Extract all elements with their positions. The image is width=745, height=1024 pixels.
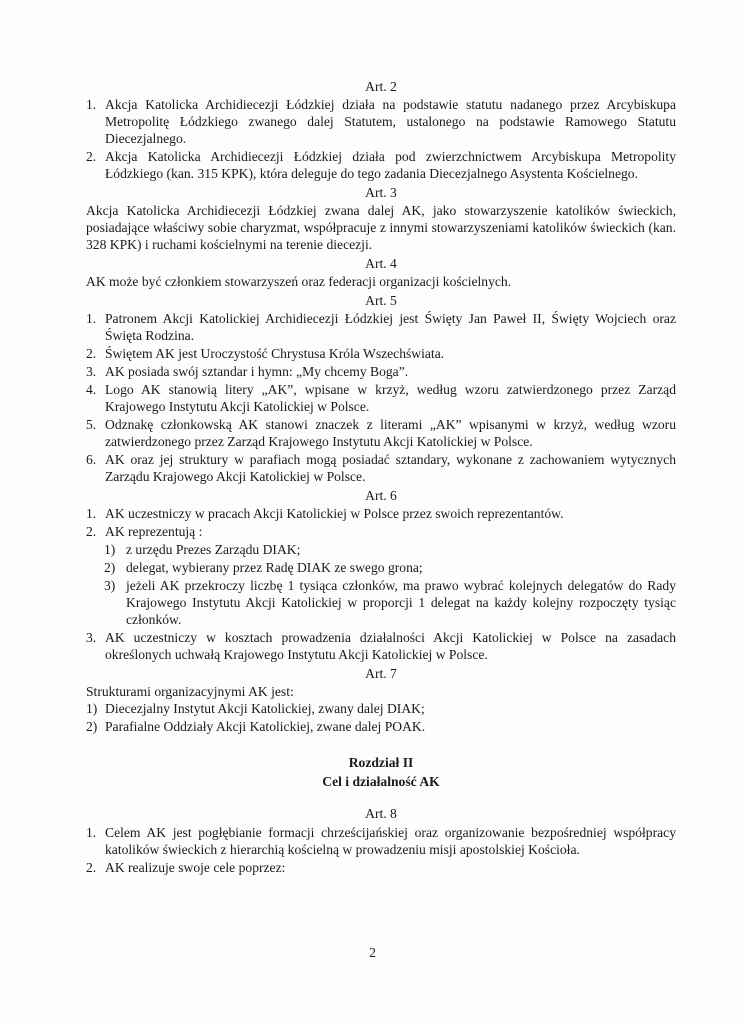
item-text: jeżeli AK przekroczy liczbę 1 tysiąca członków, ma prawo wybrać kolejnych delegatów do Rady Krajowego Instytutu Akcji Katolickiej w proporcji 1 delegat na każdy kolejny rozpoczęty tysiąc członków. [126, 578, 676, 627]
item-text: Świętem AK jest Uroczystość Chrystusa Króla Wszechświata. [105, 346, 445, 361]
sub-list-item [104, 577, 676, 628]
list-item [86, 824, 676, 858]
item-text: Diecezjalny Instytut Akcji Katolickiej, zwany dalej DIAK; [105, 701, 425, 716]
list-item [86, 629, 676, 663]
paragraph: AK może być członkiem stowarzyszeń oraz federacji organizacji kościelnych. [86, 274, 512, 289]
item-text: AK uczestniczy w pracach Akcji Katolickiej w Polsce przez swoich reprezentantów. [105, 506, 564, 521]
item-text: AK reprezentują : [105, 524, 203, 539]
item-number: 2. [86, 149, 97, 164]
article-heading: Art. 5 [365, 293, 397, 308]
list-item [86, 148, 676, 182]
list-item [86, 451, 676, 485]
item-text: AK uczestniczy w kosztach prowadzenia działalności Akcji Katolickiej w Polsce na zasadach określonych uchwałą Krajowego Instytutu Akcji Katolickiej w Polsce. [105, 630, 676, 662]
list-item [86, 381, 676, 415]
chapter-title: Cel i działalność AK [322, 774, 440, 789]
item-text: Patronem Akcji Katolickiej Archidiecezji Łódzkiej jest Święty Jan Paweł II, Święty Wojciech oraz Święta Rodzina. [105, 311, 676, 343]
article-heading: Art. 4 [365, 256, 397, 271]
item-text: Celem AK jest pogłębianie formacji chrześcijańskiej oraz organizowanie bezpośredniej współpracy katolików świeckich z hierarchią kościelną w prowadzeniu misji apostolskiej Kościoła. [105, 825, 676, 857]
item-number: 6. [86, 452, 97, 467]
item-number: 5. [86, 417, 97, 432]
article-heading: Art. 8 [365, 806, 397, 821]
list-item [86, 310, 676, 344]
item-number: 2. [86, 346, 97, 361]
document-body [86, 76, 676, 877]
page-number: 2 [369, 945, 376, 960]
item-number: 1. [86, 825, 97, 840]
item-number: 2) [104, 560, 116, 575]
article-heading: Art. 6 [365, 488, 397, 503]
article-heading: Art. 7 [365, 666, 397, 681]
item-text: delegat, wybierany przez Radę DIAK ze swego grona; [126, 560, 423, 575]
article-heading: Art. 3 [365, 185, 397, 200]
list-item [86, 363, 676, 380]
item-text: AK posiada swój sztandar i hymn: „My chcemy Boga”. [105, 364, 409, 379]
item-text: AK oraz jej struktury w parafiach mogą posiadać sztandary, wykonane z zachowaniem wytycznych Zarządu Krajowego Akcji Katolickiej w Polsce. [105, 452, 676, 484]
article-heading: Art. 2 [365, 79, 397, 94]
item-number: 3. [86, 364, 97, 379]
item-number: 1) [104, 542, 116, 557]
list-item [86, 523, 676, 540]
list-item [86, 96, 676, 147]
list-item [86, 700, 676, 717]
list-item [86, 345, 676, 362]
sub-list-item [104, 559, 676, 576]
item-number: 1. [86, 311, 97, 326]
item-text: AK realizuje swoje cele poprzez: [105, 860, 286, 875]
chapter-heading [86, 753, 676, 791]
item-number: 2. [86, 524, 97, 539]
paragraph: Akcja Katolicka Archidiecezji Łódzkiej zwana dalej AK, jako stowarzyszenie katolików świeckich, posiadające właściwy sobie charyzmat, współpracuje z innymi stowarzyszeniami katolików świeckich (kan. 328 KPK) i ruchami kościelnymi na terenie diecezji. [86, 203, 676, 252]
list-item [86, 859, 676, 876]
item-number: 1. [86, 97, 97, 112]
list-item [86, 718, 676, 735]
item-number: 3. [86, 630, 97, 645]
list-item [86, 416, 676, 450]
item-number: 1. [86, 506, 97, 521]
item-number: 1) [86, 701, 98, 716]
item-number: 3) [104, 578, 116, 593]
item-text: z urzędu Prezes Zarządu DIAK; [126, 542, 301, 557]
paragraph: Strukturami organizacyjnymi AK jest: [86, 684, 294, 699]
item-text: Logo AK stanowią litery „AK”, wpisane w krzyż, według wzoru zatwierdzonego przez Zarząd Krajowego Instytutu Akcji Katolickiej w Polsce. [105, 382, 676, 414]
item-number: 2. [86, 860, 97, 875]
item-text: Akcja Katolicka Archidiecezji Łódzkiej działa pod zwierzchnictwem Arcybiskupa Metropolity Łódzkiego (kan. 315 KPK), która deleguje do tego zadania Diecezjalnego Asystenta Kościelnego. [105, 149, 676, 181]
item-number: 2) [86, 719, 98, 734]
sub-list-item [104, 541, 676, 558]
item-text: Akcja Katolicka Archidiecezji Łódzkiej działa na podstawie statutu nadanego przez Arcybiskupa Metropolitę Łódzkiego zwanego dalej Statutem, ustalonego na podstawie Ramowego Statutu Diecezjalnego. [105, 97, 676, 146]
list-item [86, 505, 676, 522]
item-text: Parafialne Oddziały Akcji Katolickiej, zwane dalej POAK. [105, 719, 426, 734]
chapter-number: Rozdział II [348, 755, 414, 770]
item-number: 4. [86, 382, 97, 397]
item-text: Odznakę członkowską AK stanowi znaczek z literami „AK” wpisanymi w krzyż, według wzoru zatwierdzonego przez Zarząd Krajowego Instytutu Akcji Katolickiej w Polsce. [105, 417, 676, 449]
